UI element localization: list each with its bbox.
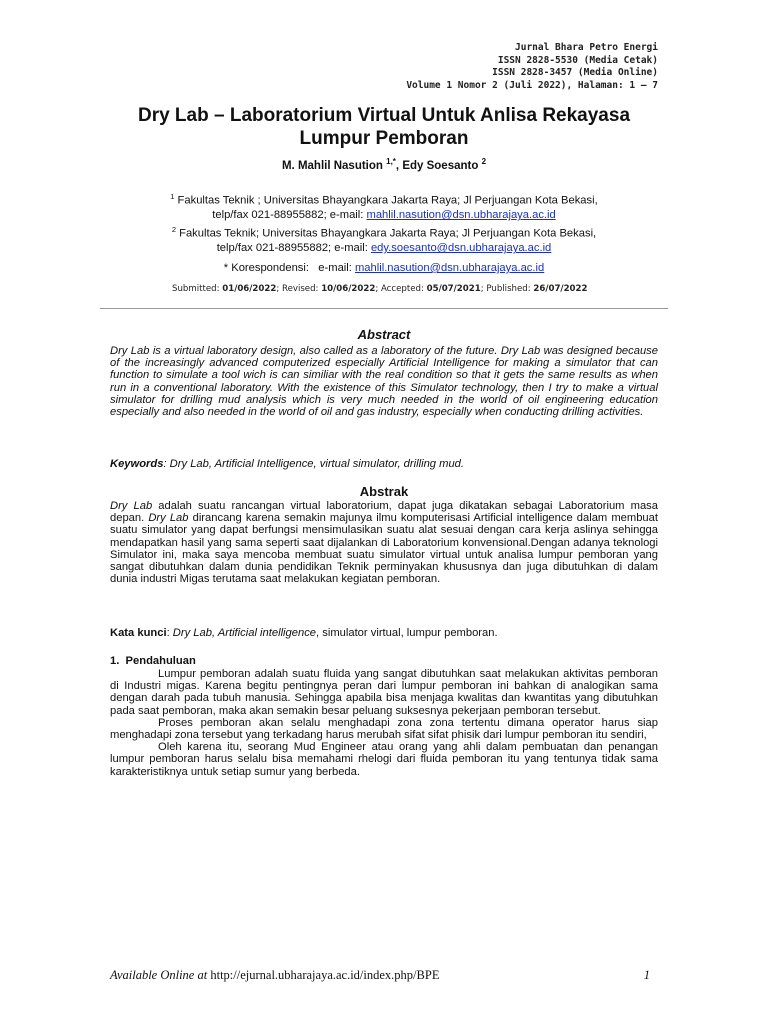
kata-kunci (110, 627, 658, 639)
affiliation-2 (100, 223, 668, 241)
kata-kunci-rest: , simulator virtual, lumpur pemboran. (316, 627, 498, 639)
affiliation-1-sup: 1 (170, 192, 175, 201)
affiliation-2-line1: Fakultas Teknik; Universitas Bhayangkara Jakarta Raya; Jl Perjuangan Kota Bekasi, (176, 227, 597, 240)
affiliation-2-email-link[interactable]: edy.soesanto@dsn.ubharajaya.ac.id (370, 242, 552, 255)
affiliation-2-sup: 2 (171, 224, 176, 234)
correspondence (100, 262, 668, 274)
section-heading: 1. Pendahuluan (110, 655, 196, 667)
revised-label: ; Revised: (276, 284, 322, 294)
author-sep: , (395, 159, 403, 172)
issn-print: ISSN 2828-5530 (Media Cetak) (497, 54, 658, 66)
divider (100, 308, 668, 309)
kata-kunci-italic: Dry Lab, Artificial intelligence (172, 627, 317, 639)
section-body (110, 668, 658, 778)
kata-kunci-colon: : (166, 627, 173, 639)
paragraph-1: Lumpur pemboran adalah suatu fluida yang sangat dibutuhkan saat melakukan aktivitas pemboran di Industri migas. Karena begitu pentingnya peran dari lumpur pemboran ini bahkan di analogikan sama dengan darah pada tubuh manusia. Sehingga apabila bisa menjaga kwalitas dan kwantitas yang dibutuhkan pada saat pemboran, maka akan semakin besar peluang suksesnya pekerjaan pemboran tersebut. (110, 668, 658, 717)
affiliation-1 (100, 190, 668, 208)
paper-title: Dry Lab – Laboratorium Virtual Untuk Anlisa Rekayasa Lumpur Pemboran (137, 105, 631, 149)
keywords-label: Keywords (110, 458, 164, 470)
abstract-heading: Abstract (357, 327, 411, 342)
keywords (110, 458, 658, 470)
affiliation-1-phone: telp/fax 021-88955882; e-mail: (212, 209, 367, 222)
published-label: ; Published: (480, 284, 534, 294)
kata-kunci-label: Kata kunci (110, 627, 167, 639)
abstrak-part-2: dirancang karena semakin majunya ilmu komputerisasi Artificial intelligence dalam membuat suatu simulator yang dapat berfungsi mensimulasikan suatu alat sesuai dengan cara kerja aslinya sehingga mendapatkan hasil yang sama seperti saat dijalankan di Laboratorium konvensional.Dengan adanya teknologi Simulator ini, maka saya mencoba membuat suatu simulator virtual untuk analisa lumpur pemboran yang sangat dibutuhkan dalam dunia pendidikan Teknik perminyakan khususnya dan juga dibutuhkan di dalam dunia industri Migas terutama saat melakukan kegiatan pemboran. (110, 512, 658, 586)
abstrak-term-1: Dry Lab (110, 500, 153, 512)
submitted-date: 01/06/2022 (222, 284, 277, 294)
affiliation-1-contact (100, 208, 668, 223)
affiliation-1-email-link[interactable]: mahlil.nasution@dsn.ubharajaya.ac.id (366, 209, 556, 222)
authors (100, 157, 668, 172)
available-online-label: Available Online at (110, 968, 211, 982)
author-1-sup: 1,* (386, 157, 396, 166)
issn-online: ISSN 2828-3457 (Media Online) (492, 67, 658, 78)
affiliation-2-phone: telp/fax 021-88955882; e-mail: (216, 242, 371, 255)
submitted-label: Submitted: (172, 284, 223, 294)
revised-date: 10/06/2022 (321, 284, 376, 294)
affiliation-1-line1: Fakultas Teknik ; Universitas Bhayangkara Jakarta Raya; Jl Perjuangan Kota Bekasi, (174, 194, 598, 207)
abstrak-term-2: Dry Lab (148, 512, 189, 525)
paragraph-2: Proses pemboran akan selalu menghadapi zona zona tertentu dimana operator harus siap menghadapi zona tersebut yang terkadang harus merubah sifat sifat phisik dari lumpur pemboran itu sendiri, (110, 716, 658, 742)
author-2-sup: 2 (481, 157, 487, 166)
journal-url-link[interactable]: http://ejurnal.ubharajaya.ac.id/index.php/BPE (210, 968, 440, 982)
keywords-list: : Dry Lab, Artificial Intelligence, virtual simulator, drilling mud. (163, 458, 464, 470)
abstract-text: Dry Lab is a virtual laboratory design, also called as a laboratory of the future. Dry Lab was designed because of the increasingly advanced computerized especially Artificial Intelligence for making a simulator that can function to simulate a tool wich is can similiar with the real condition so that it gets the same results as when run in a conventional laboratory. With the existence of this Simulator technology, then I try to make a virtual simulator for drilling mud analysis which is very much needed in the world of oil engineering education especially and also needed in the world of oil and gas industry, especially when conducting drilling activities. (110, 345, 658, 419)
journal-header (406, 42, 658, 92)
page-footer (110, 968, 650, 983)
volume-info: Volume 1 Nomor 2 (Juli 2022), Halaman: 1 – 7 (406, 79, 658, 91)
journal-name: Jurnal Bhara Petro Energi (515, 42, 658, 53)
published-date: 26/07/2022 (533, 284, 588, 294)
abstrak-text (110, 500, 658, 585)
affiliations (100, 190, 668, 256)
affiliation-2-contact (100, 241, 668, 256)
accepted-date: 05/07/2021 (426, 284, 481, 294)
page-number: 1 (643, 968, 650, 982)
submission-dates (172, 284, 588, 294)
correspondence-label: * Korespondensi: e-mail: (223, 262, 355, 274)
accepted-label: ; Accepted: (375, 284, 427, 294)
abstrak-heading: Abstrak (359, 484, 409, 499)
abstrak-part-1: adalah suatu rancangan virtual laboratorium, dapat juga dikatakan sebagai Laboratorium masa depan. (110, 500, 658, 525)
author-2: Edy Soesanto (402, 159, 479, 172)
author-1: M. Mahlil Nasution (281, 159, 383, 172)
correspondence-email-link[interactable]: mahlil.nasution@dsn.ubharajaya.ac.id (354, 262, 545, 274)
paragraph-3: Oleh karena itu, seorang Mud Engineer atau orang yang ahli dalam pembuatan dan penangan lumpur pemboran harus selalu bisa memahami rhelogi dari fluida pemboran itu yang tentunya tidak sama karakteristiknya untuk setiap sumur yang berbeda. (110, 741, 658, 778)
